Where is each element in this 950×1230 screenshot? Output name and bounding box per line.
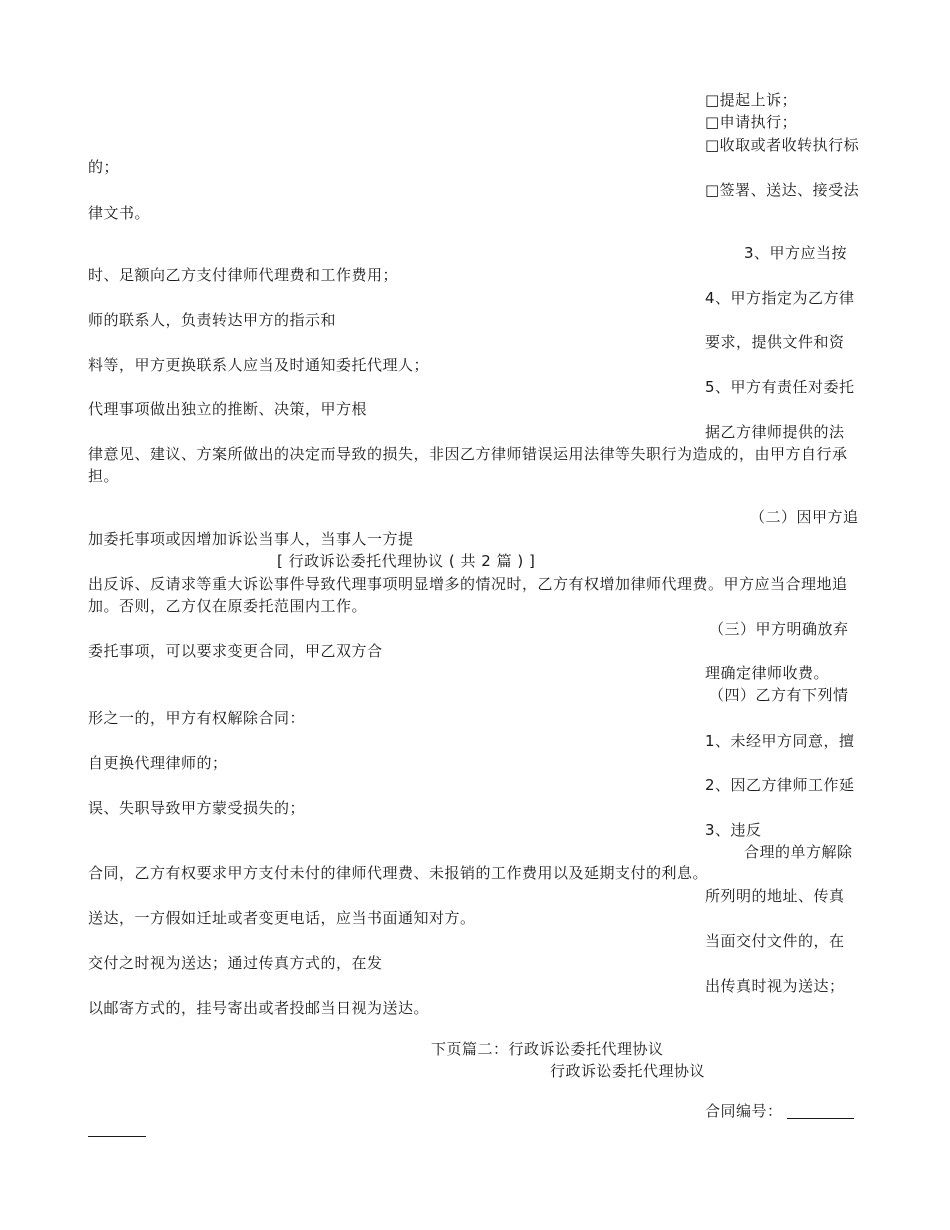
next-page-link[interactable]: 下页篇二：行政诉讼委托代理协议	[431, 1040, 664, 1058]
text-line: 交付之时视为送达；通过传真方式的，在发	[88, 954, 383, 972]
text-line: 委托事项，可以要求变更合同，甲乙双方合	[88, 642, 383, 660]
text-line: □申请执行；	[705, 113, 798, 131]
text-line: 2、因乙方律师工作延	[705, 776, 855, 794]
text-line: 理确定律师收费。	[705, 664, 830, 682]
text-paragraph: 出反诉、反请求等重大诉讼事件导致代理事项明显增多的情况时，乙方有权增加律师代理费。甲方应当合理地追加。否则，乙方仅在原委托范围内工作。	[88, 575, 848, 615]
text-line: 所列明的地址、传真	[705, 887, 845, 905]
text-line: 自更换代理律师的；	[88, 754, 228, 772]
document-title: 行政诉讼委托代理协议	[550, 1062, 706, 1080]
text-line: 律文书。	[88, 204, 151, 222]
text-line: 1、未经甲方同意，擅	[705, 732, 855, 750]
text-line: 加委托事项或因增加诉讼当事人，当事人一方提	[88, 530, 414, 548]
text-line: 时、足额向乙方支付律师代理费和工作费用；	[88, 266, 399, 284]
text-line: 师的联系人，负责转达甲方的指示和	[88, 311, 337, 329]
contract-number-blank	[787, 1118, 854, 1119]
text-line: 形之一的，甲方有权解除合同：	[88, 709, 306, 727]
text-line: （二）因甲方追	[750, 508, 859, 526]
text-line: □收取或者收转执行标	[705, 136, 860, 154]
text-line: 3、违反	[705, 821, 762, 839]
text-line: 要求，提供文件和资	[705, 333, 845, 351]
section-title-link[interactable]: [ 行政诉讼委托代理协议 ( 共 2 篇 ) ]	[277, 552, 536, 570]
text-line: （三）甲方明确放弃	[709, 620, 849, 638]
text-line: 代理事项做出独立的推断、决策，甲方根	[88, 400, 368, 418]
contract-number-blank-continued	[88, 1136, 146, 1137]
text-line: 据乙方律师提供的法	[705, 423, 845, 441]
text-line: （四）乙方有下列情	[709, 686, 849, 704]
text-line: 的；	[88, 158, 120, 176]
text-line: □提起上诉；	[705, 91, 798, 109]
text-line: 以邮寄方式的，挂号寄出或者投邮当日视为送达。	[88, 999, 430, 1017]
text-line: 合同，乙方有权要求甲方支付未付的律师代理费、未报销的工作费用以及延期支付的利息。	[88, 864, 709, 882]
text-line: 出传真时视为送达；	[705, 977, 845, 995]
text-line: 误、失职导致甲方蒙受损失的；	[88, 799, 306, 817]
text-line: 5、甲方有责任对委托	[705, 378, 855, 396]
text-line: 当面交付文件的，在	[705, 932, 845, 950]
text-paragraph: 律意见、建议、方案所做出的决定而导致的损失，非因乙方律师错误运用法律等失职行为造成的，由甲方自行承担。	[88, 445, 848, 485]
text-line: 送达，一方假如迁址或者变更电话，应当书面通知对方。	[88, 909, 476, 927]
text-line: 合理的单方解除	[744, 843, 853, 861]
contract-number-label: 合同编号：	[705, 1102, 783, 1120]
text-line: 4、甲方指定为乙方律	[705, 289, 855, 307]
text-line: □签署、送达、接受法	[705, 181, 860, 199]
text-line: 料等，甲方更换联系人应当及时通知委托代理人；	[88, 356, 430, 374]
text-line: 3、甲方应当按	[744, 244, 848, 262]
